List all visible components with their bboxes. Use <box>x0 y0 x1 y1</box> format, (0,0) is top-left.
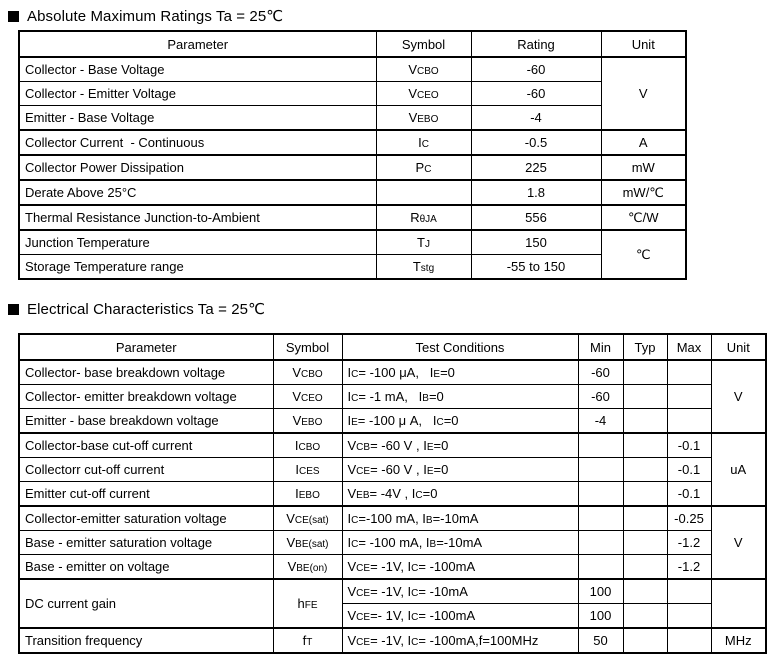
symbol-cell <box>376 180 471 205</box>
max-cell <box>667 628 711 653</box>
max-cell <box>667 579 711 604</box>
cond-cell: IC= -100 μA, IE=0 <box>342 360 578 385</box>
col-header-test-conditions: Test Conditions <box>342 334 578 360</box>
unit-cell: V <box>711 360 766 433</box>
unit-cell: MHz <box>711 628 766 653</box>
table-row <box>19 628 766 653</box>
unit-cell: V <box>601 57 686 130</box>
table-row <box>19 433 766 458</box>
unit-cell: uA <box>711 433 766 506</box>
min-cell: 100 <box>578 604 623 629</box>
cond-cell: IC= -1 mA, IB=0 <box>342 385 578 409</box>
symbol-cell: fT <box>273 628 342 653</box>
max-cell: -0.1 <box>667 458 711 482</box>
min-cell <box>578 531 623 555</box>
typ-cell <box>623 482 667 507</box>
param-cell: Collector-emitter saturation voltage <box>19 506 273 531</box>
param-cell: Thermal Resistance Junction-to-Ambient <box>19 205 376 230</box>
table-row <box>19 82 686 106</box>
max-cell <box>667 604 711 629</box>
symbol-cell: IC <box>376 130 471 155</box>
symbol-cell: VBE(sat) <box>273 531 342 555</box>
electrical-characteristics-title <box>8 300 265 318</box>
col-header-max: Max <box>667 334 711 360</box>
min-cell <box>578 458 623 482</box>
table-row <box>19 385 766 409</box>
section-bullet-icon <box>8 304 19 315</box>
cond-cell: VCB= -60 V , IE=0 <box>342 433 578 458</box>
typ-cell <box>623 604 667 629</box>
typ-cell <box>623 628 667 653</box>
symbol-cell: VCEO <box>273 385 342 409</box>
symbol-cell: VEBO <box>273 409 342 434</box>
table-row <box>19 458 766 482</box>
table-row <box>19 130 686 155</box>
table-header-row <box>19 334 766 360</box>
table-header-row <box>19 31 686 57</box>
table-row <box>19 57 686 82</box>
typ-cell <box>623 433 667 458</box>
unit-cell: ℃/W <box>601 205 686 230</box>
param-cell: Collector - Base Voltage <box>19 57 376 82</box>
rating-cell: -60 <box>471 82 601 106</box>
param-cell: Transition frequency <box>19 628 273 653</box>
param-cell: Junction Temperature <box>19 230 376 255</box>
unit-cell <box>711 579 766 628</box>
symbol-cell: VCBO <box>376 57 471 82</box>
unit-cell: mW <box>601 155 686 180</box>
rating-cell: -0.5 <box>471 130 601 155</box>
rating-cell: 556 <box>471 205 601 230</box>
absolute-maximum-ratings-table <box>18 30 687 280</box>
typ-cell <box>623 385 667 409</box>
table-row <box>19 230 686 255</box>
symbol-cell: VEBO <box>376 106 471 131</box>
max-cell: -0.1 <box>667 482 711 507</box>
table-row <box>19 531 766 555</box>
unit-cell: V <box>711 506 766 579</box>
cond-cell: VEB= -4V , IC=0 <box>342 482 578 507</box>
max-cell: -0.25 <box>667 506 711 531</box>
min-cell: -60 <box>578 385 623 409</box>
abs-max-ratings-title <box>8 7 283 25</box>
col-header-rating: Rating <box>471 31 601 57</box>
electrical-characteristics-table <box>18 333 767 654</box>
rating-cell: -60 <box>471 57 601 82</box>
col-header-symbol: Symbol <box>273 334 342 360</box>
section-title-text: Electrical Characteristics Ta = 25℃ <box>27 301 266 318</box>
section-bullet-icon <box>8 11 19 22</box>
min-cell: 100 <box>578 579 623 604</box>
table-row <box>19 155 686 180</box>
table-row <box>19 106 686 131</box>
unit-cell: A <box>601 130 686 155</box>
rating-cell: -55 to 150 <box>471 255 601 280</box>
section-title-text: Absolute Maximum Ratings Ta = 25℃ <box>27 8 284 25</box>
cond-cell: IC=-100 mA, IB=-10mA <box>342 506 578 531</box>
typ-cell <box>623 360 667 385</box>
param-cell: Collector- base breakdown voltage <box>19 360 273 385</box>
typ-cell <box>623 555 667 580</box>
symbol-cell: VCEO <box>376 82 471 106</box>
max-cell <box>667 385 711 409</box>
col-header-unit: Unit <box>601 31 686 57</box>
symbol-cell: TJ <box>376 230 471 255</box>
min-cell <box>578 433 623 458</box>
symbol-cell: hFE <box>273 579 342 628</box>
typ-cell <box>623 458 667 482</box>
table-row <box>19 255 686 280</box>
typ-cell <box>623 531 667 555</box>
col-header-unit: Unit <box>711 334 766 360</box>
unit-cell: mW/℃ <box>601 180 686 205</box>
max-cell: -1.2 <box>667 555 711 580</box>
min-cell: -4 <box>578 409 623 434</box>
param-cell: Emitter cut-off current <box>19 482 273 507</box>
param-cell: Collectorr cut-off current <box>19 458 273 482</box>
col-header-symbol: Symbol <box>376 31 471 57</box>
typ-cell <box>623 409 667 434</box>
min-cell <box>578 482 623 507</box>
param-cell: Base - emitter on voltage <box>19 555 273 580</box>
symbol-cell: VBE(on) <box>273 555 342 580</box>
param-cell: Collector Current - Continuous <box>19 130 376 155</box>
col-header-parameter: Parameter <box>19 31 376 57</box>
param-cell: Collector - Emitter Voltage <box>19 82 376 106</box>
table-row <box>19 360 766 385</box>
param-cell: Base - emitter saturation voltage <box>19 531 273 555</box>
rating-cell: 1.8 <box>471 180 601 205</box>
cond-cell: IE= -100 μ A, IC=0 <box>342 409 578 434</box>
typ-cell <box>623 506 667 531</box>
symbol-cell: ICBO <box>273 433 342 458</box>
symbol-cell: IEBO <box>273 482 342 507</box>
cond-cell: VCE= -1V, IC= -100mA <box>342 555 578 580</box>
param-cell: Collector-base cut-off current <box>19 433 273 458</box>
table-row <box>19 205 686 230</box>
symbol-cell: RθJA <box>376 205 471 230</box>
param-cell: Storage Temperature range <box>19 255 376 280</box>
rating-cell: 150 <box>471 230 601 255</box>
cond-cell: VCE= -1V, IC= -10mA <box>342 579 578 604</box>
col-header-typ: Typ <box>623 334 667 360</box>
max-cell: -1.2 <box>667 531 711 555</box>
param-cell: Derate Above 25°C <box>19 180 376 205</box>
rating-cell: 225 <box>471 155 601 180</box>
cond-cell: IC= -100 mA, IB=-10mA <box>342 531 578 555</box>
max-cell <box>667 360 711 385</box>
table-row <box>19 482 766 507</box>
table-row <box>19 555 766 580</box>
symbol-cell: Tstg <box>376 255 471 280</box>
cond-cell: VCE= -1V, IC= -100mA,f=100MHz <box>342 628 578 653</box>
param-cell: Emitter - base breakdown voltage <box>19 409 273 434</box>
max-cell: -0.1 <box>667 433 711 458</box>
col-header-min: Min <box>578 334 623 360</box>
min-cell: -60 <box>578 360 623 385</box>
col-header-parameter: Parameter <box>19 334 273 360</box>
param-cell: Collector- emitter breakdown voltage <box>19 385 273 409</box>
cond-cell: VCE=- 1V, IC= -100mA <box>342 604 578 629</box>
min-cell <box>578 555 623 580</box>
rating-cell: -4 <box>471 106 601 131</box>
symbol-cell: VCBO <box>273 360 342 385</box>
param-cell: DC current gain <box>19 579 273 628</box>
table-row <box>19 506 766 531</box>
symbol-cell: ICES <box>273 458 342 482</box>
max-cell <box>667 409 711 434</box>
table-row <box>19 579 766 604</box>
table-row <box>19 180 686 205</box>
table-row <box>19 409 766 434</box>
param-cell: Collector Power Dissipation <box>19 155 376 180</box>
min-cell: 50 <box>578 628 623 653</box>
param-cell: Emitter - Base Voltage <box>19 106 376 131</box>
unit-cell: ℃ <box>601 230 686 279</box>
typ-cell <box>623 579 667 604</box>
symbol-cell: VCE(sat) <box>273 506 342 531</box>
cond-cell: VCE= -60 V , IE=0 <box>342 458 578 482</box>
min-cell <box>578 506 623 531</box>
symbol-cell: PC <box>376 155 471 180</box>
